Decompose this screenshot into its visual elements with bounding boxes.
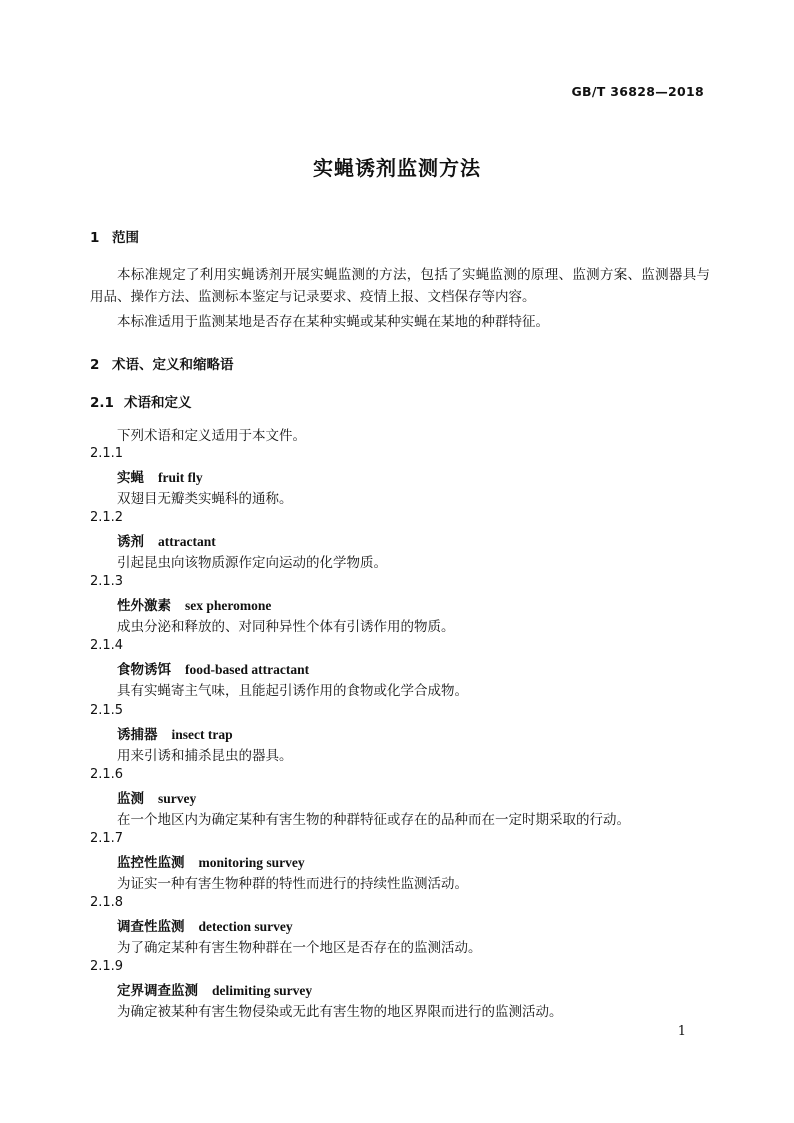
term-number: 2.1.9 (90, 959, 124, 974)
term-definition: 为了确定某种有害生物种群在一个地区是否存在的监测活动。 (117, 940, 482, 956)
term-heading (117, 530, 216, 550)
term-definition: 为证实一种有害生物种群的特性而进行的持续性监测活动。 (117, 876, 468, 892)
term-en: monitoring survey (198, 855, 305, 870)
page-number: 1 (677, 1024, 686, 1039)
term-en: fruit fly (158, 470, 203, 485)
term-number: 2.1.5 (90, 703, 124, 718)
term-zh: 性外激素 (117, 598, 171, 614)
term-number: 2.1.6 (90, 767, 124, 782)
subsection-2-1-heading (90, 391, 192, 411)
term-zh: 监测 (117, 791, 144, 807)
term-en: food-based attractant (185, 662, 310, 677)
section-title: 范围 (112, 230, 139, 246)
term-heading (117, 787, 196, 807)
term-en: sex pheromone (185, 598, 272, 613)
term-heading (117, 979, 312, 999)
term-en: detection survey (198, 919, 293, 934)
section-2-heading (90, 353, 234, 373)
term-heading (117, 723, 233, 743)
term-zh: 诱剂 (117, 534, 144, 550)
term-number: 2.1.4 (90, 638, 124, 653)
term-zh: 定界调查监测 (117, 983, 198, 999)
scope-paragraph-1 (90, 264, 710, 308)
term-zh: 实蝇 (117, 470, 144, 486)
term-number: 2.1.3 (90, 574, 124, 589)
term-definition: 为确定被某种有害生物侵染或无此有害生物的地区界限而进行的监测活动。 (117, 1004, 563, 1020)
section-number: 1 (90, 230, 100, 246)
term-number: 2.1.8 (90, 895, 124, 910)
term-definition: 用来引诱和捕杀昆虫的器具。 (117, 748, 293, 764)
term-heading (117, 658, 309, 678)
term-zh: 监控性监测 (117, 855, 185, 871)
term-number: 2.1.2 (90, 510, 124, 525)
document-title: 实蝇诱剂监测方法 (313, 156, 481, 180)
term-definition: 在一个地区内为确定某种有害生物的种群特征或存在的品种而在一定时期采取的行动。 (117, 812, 630, 828)
subsection-title: 术语和定义 (124, 395, 192, 411)
term-definition: 双翅目无瓣类实蝇科的通称。 (117, 491, 293, 507)
term-heading (117, 915, 293, 935)
standard-code: GB/T 36828—2018 (571, 84, 704, 99)
term-en: insect trap (171, 727, 233, 742)
term-en: attractant (158, 534, 216, 549)
term-heading (117, 851, 305, 871)
term-zh: 食物诱饵 (117, 662, 171, 678)
terms-intro: 下列术语和定义适用于本文件。 (117, 428, 306, 444)
section-number: 2 (90, 357, 100, 373)
term-number: 2.1.7 (90, 831, 124, 846)
term-en: delimiting survey (212, 983, 313, 998)
term-definition: 具有实蝇寄主气味，且能起引诱作用的食物或化学合成物。 (117, 683, 468, 699)
term-definition: 引起昆虫向该物质源作定向运动的化学物质。 (117, 555, 387, 571)
term-number: 2.1.1 (90, 446, 124, 461)
term-definition: 成虫分泌和释放的、对同种异性个体有引诱作用的物质。 (117, 619, 455, 635)
section-1-heading (90, 226, 139, 246)
term-heading (117, 466, 203, 486)
term-zh: 调查性监测 (117, 919, 185, 935)
scope-paragraph-2: 本标准适用于监测某地是否存在某种实蝇或某种实蝇在某地的种群特征。 (117, 314, 549, 330)
scope-text-1: 本标准规定了利用实蝇诱剂开展实蝇监测的方法，包括了实蝇监测的原理、监测方案、监测器具与用品、操作方法、监测标本鉴定与记录要求、疫情上报、文档保存等内容。 (90, 267, 710, 305)
term-heading (117, 594, 271, 614)
subsection-number: 2.1 (90, 395, 114, 411)
term-zh: 诱捕器 (117, 727, 158, 743)
term-en: survey (158, 791, 197, 806)
section-title: 术语、定义和缩略语 (112, 357, 234, 373)
